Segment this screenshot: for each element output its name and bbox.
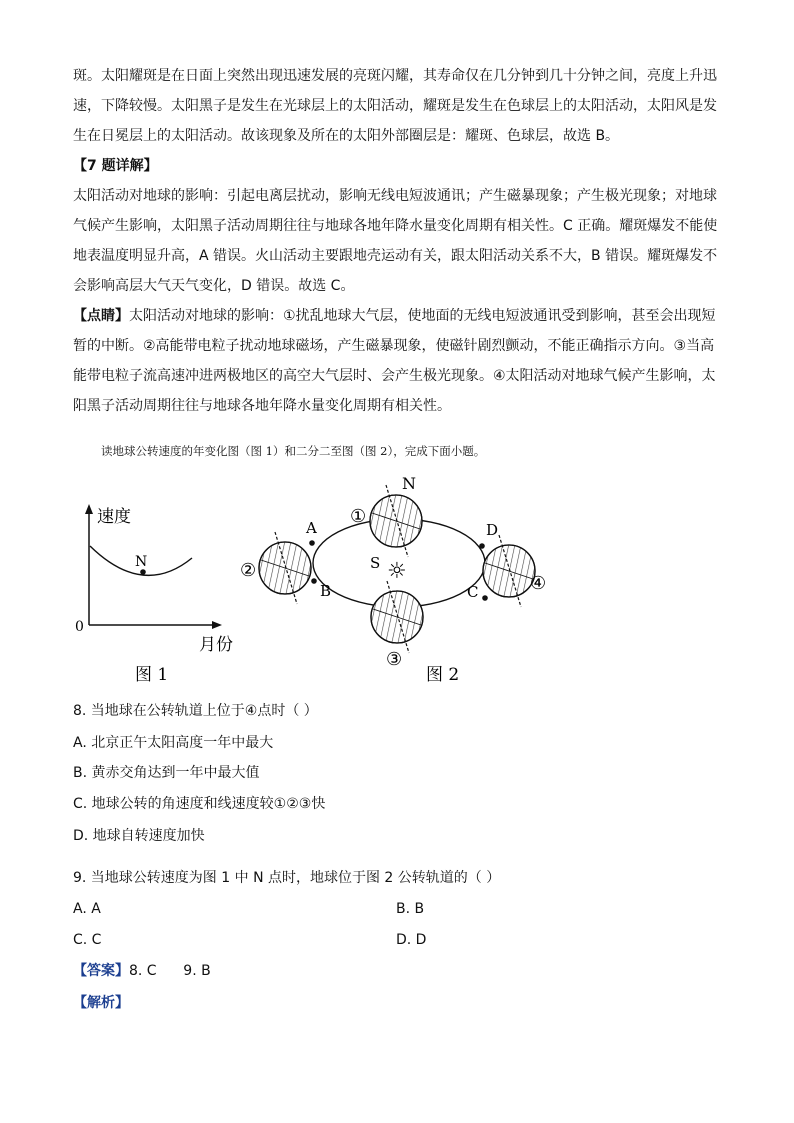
earth-position-1 [362, 485, 430, 557]
text-line: 地表温度明显升高，A 错误。火山活动主要跟地壳运动有关，跟太阳活动关系不大，B 错误。耀斑爆发不 [73, 248, 718, 264]
figure-2-caption: 图 2 [426, 665, 460, 685]
label-d: D [486, 521, 499, 539]
question-9-option-a: A. A [73, 901, 101, 917]
analysis-label: 【解析】 [73, 995, 129, 1011]
orbit-point-c [482, 595, 488, 601]
y-axis-label: 速度 [97, 507, 131, 527]
x-axis-arrow [212, 621, 222, 629]
label-position-1: ① [350, 506, 367, 527]
question-9-option-d: D. D [396, 932, 427, 948]
question-9-option-b: B. B [396, 901, 425, 917]
text-line: 气候产生影响，太阳黑子活动周期往往与地球各地年降水量变化周期有相关性。C 正确。耀斑爆发不能使 [73, 218, 718, 234]
text-line: 暂的中断。②高能带电粒子扰动地球磁场，产生磁暴现象，使磁针剧烈颤动，不能正确指示方向。③当高 [73, 338, 715, 354]
figure-1-caption: 图 1 [135, 665, 169, 685]
orbit-point-a [309, 540, 315, 546]
y-axis-arrow [85, 504, 93, 514]
tip-line-1 [73, 301, 723, 331]
answer-label: 【答案】 [73, 963, 129, 979]
label-position-2: ② [240, 560, 257, 581]
label-b: B [320, 582, 332, 600]
earth-position-2 [251, 532, 319, 604]
question-8-option-d: D. 地球自转速度加快 [73, 828, 205, 844]
label-north: N [402, 474, 416, 493]
figure-1 [75, 504, 233, 685]
analysis-heading [73, 992, 129, 1014]
earth-position-3 [363, 581, 431, 653]
explanation-paragraph [73, 61, 723, 421]
figure-2 [240, 474, 546, 685]
n-point [140, 569, 146, 575]
text-line: 生在日冕层上的太阳活动。故该现象及所在的太阳外部圈层是：耀斑、色球层，故选 B。 [73, 128, 620, 144]
tip-label: 【点睛】 [73, 308, 129, 324]
question-8-stem: 8. 当地球在公转轨道上位于④点时（ ） [73, 703, 318, 719]
text-line: 斑。太阳耀斑是在日面上突然出现迅速发展的亮斑闪耀，其寿命仅在几分钟到几十分钟之间，亮度上升迅 [73, 68, 717, 84]
q7-heading: 【7 题详解】 [73, 158, 158, 174]
figure-diagram [68, 468, 568, 690]
origin-label: 0 [75, 619, 84, 635]
sun-icon: ☼ [387, 559, 407, 584]
answer-line [73, 960, 211, 982]
label-south: S [370, 554, 381, 572]
text-line: 会影响高层大气天气变化，D 错误。故选 C。 [73, 278, 355, 294]
reading-instruction: 读地球公转速度的年变化图（图 1）和二分二至图（图 2），完成下面小题。 [101, 444, 486, 458]
question-8-option-a: A. 北京正午太阳高度一年中最大 [73, 735, 274, 751]
question-9-option-c: C. C [73, 932, 102, 948]
answer-text: 8. C 9. B [129, 963, 211, 979]
label-a: A [306, 519, 317, 537]
text-line: 能带电粒子流高速冲进两极地区的高空大气层时、会产生极光现象。④太阳活动对地球气候产生影响，太 [73, 368, 716, 384]
x-axis-label: 月份 [199, 635, 233, 655]
text-line: 太阳活动对地球的影响：引起电离层扰动，影响无线电短波通讯；产生磁暴现象；产生极光现象；对地球 [73, 188, 717, 204]
n-point-label: N [135, 554, 148, 570]
label-c: C [467, 583, 479, 601]
orbit-point-d [479, 543, 485, 549]
text-line: 阳黑子活动周期往往与地球各地年降水量变化周期有相关性。 [73, 398, 451, 414]
figures [68, 468, 568, 690]
text-line: 速，下降较慢。太阳黑子是发生在光球层上的太阳活动，耀斑是发生在色球层上的太阳活动，太阳风是发 [73, 98, 717, 114]
question-9-stem: 9. 当地球公转速度为图 1 中 N 点时，地球位于图 2 公转轨道的（ ） [73, 870, 501, 886]
orbit-point-b [311, 578, 317, 584]
label-position-3: ③ [386, 649, 403, 670]
label-position-4: ④ [530, 573, 547, 594]
question-8-option-c: C. 地球公转的角速度和线速度较①②③快 [73, 796, 326, 812]
question-8-option-b: B. 黄赤交角达到一年中最大值 [73, 765, 260, 781]
tip-text: 太阳活动对地球的影响：①扰乱地球大气层，使地面的无线电短波通讯受到影响，甚至会出现短 [129, 308, 716, 324]
